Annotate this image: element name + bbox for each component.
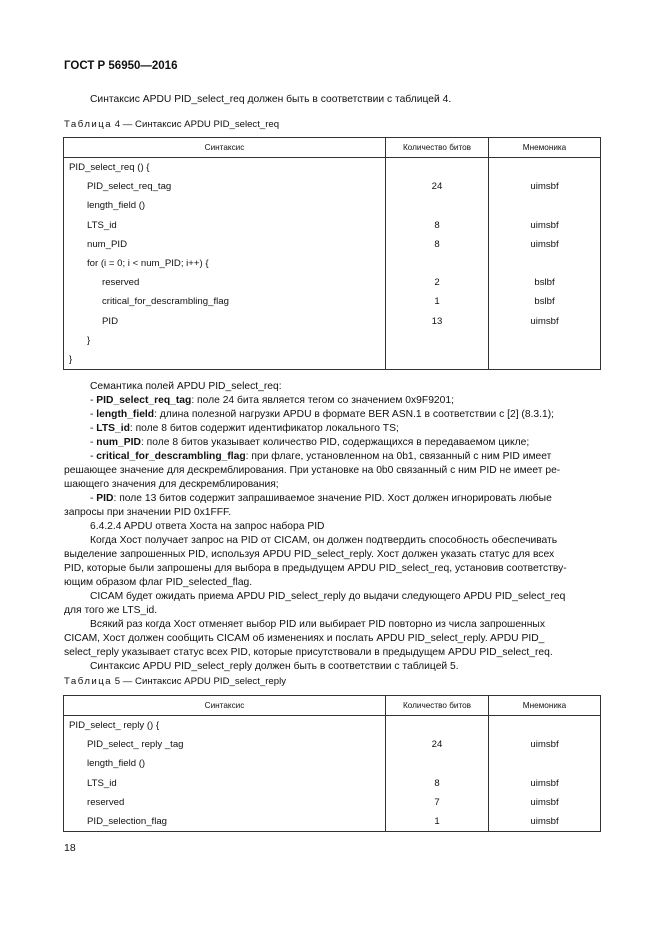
bits-cell: 8 xyxy=(386,235,489,254)
paragraph-line: выделение запрошенных PID, используя APDU PID_select_reply. Хост должен указать статус для всех xyxy=(64,549,555,560)
semantics-item: - LTS_id: поле 8 битов содержит идентификатор локального TS; xyxy=(90,423,399,434)
table-header-row xyxy=(64,138,601,158)
bits-cell: 2 xyxy=(386,273,489,292)
table-row xyxy=(64,331,601,350)
syntax-cell: for (i = 0; i < num_PID; i++) { xyxy=(64,254,386,273)
mnemonic-cell: uimsbf xyxy=(489,216,601,235)
bits-cell: 8 xyxy=(386,216,489,235)
table-row xyxy=(64,350,601,370)
mnemonic-cell xyxy=(489,196,601,215)
bits-cell: 7 xyxy=(386,793,489,812)
mnemonic-cell xyxy=(489,716,601,736)
table-row xyxy=(64,774,601,793)
mnemonic-cell xyxy=(489,331,601,350)
field-description: : поле 8 битов указывает количество PID, содержащихся в передаваемом цикле; xyxy=(140,437,530,448)
table-row xyxy=(64,793,601,812)
field-description: : длина полезной нагрузки APDU в формате BER ASN.1 в соответствии с [2] (8.3.1); xyxy=(154,409,555,420)
header-syntax: Синтаксис xyxy=(64,138,386,158)
paragraph-line: Всякий раз когда Хост отменяет выбор PID или выбирает PID повторно из числа запрошенных xyxy=(90,619,545,630)
table-row xyxy=(64,254,601,273)
table-row xyxy=(64,735,601,754)
table-row xyxy=(64,177,601,196)
semantics-continuation: шающего значения для дескремблирования; xyxy=(64,479,279,490)
table-4-caption xyxy=(64,119,279,130)
bits-cell: 13 xyxy=(386,312,489,331)
paragraph-line: select_reply указывает статус всех PID, которые присутствовали в предыдущем APDU PID_select_req. xyxy=(64,647,553,658)
caption-text: 4 — Синтаксис APDU PID_select_req xyxy=(112,119,280,130)
field-name: PID xyxy=(96,493,114,504)
table-row xyxy=(64,196,601,215)
bits-cell: 8 xyxy=(386,774,489,793)
header-syntax: Синтаксис xyxy=(64,696,386,716)
syntax-cell: reserved xyxy=(64,793,386,812)
field-name: length_field xyxy=(96,409,155,420)
bits-cell xyxy=(386,158,489,178)
mnemonic-cell: uimsbf xyxy=(489,774,601,793)
field-name: num_PID xyxy=(96,437,141,448)
syntax-cell: length_field () xyxy=(64,196,386,215)
bits-cell xyxy=(386,254,489,273)
document-header: ГОСТ Р 56950—2016 xyxy=(64,60,178,72)
semantics-block xyxy=(64,380,601,674)
bits-cell: 24 xyxy=(386,735,489,754)
semantics-item: - PID_select_req_tag: поле 24 бита является тегом со значением 0x9F9201; xyxy=(90,395,454,406)
page-number: 18 xyxy=(64,842,76,854)
header-bits: Количество битов xyxy=(386,696,489,716)
syntax-cell: PID_select_ reply _tag xyxy=(64,735,386,754)
caption-word: Таблица xyxy=(64,119,113,130)
bits-cell: 24 xyxy=(386,177,489,196)
table-row xyxy=(64,292,601,311)
paragraph-line: CICAM будет ожидать приема APDU PID_select_reply до выдачи следующего APDU PID_select_req xyxy=(90,591,566,602)
paragraph-line: CICAM, Хост должен сообщить CICAM об изменениях и послать APDU PID_select_reply. APDU PID_ xyxy=(64,633,545,644)
semantics-item: - critical_for_descrambling_flag: при флаге, установленном на 0b1, связанный с ним PID имеет xyxy=(90,451,552,462)
syntax-cell: PID_select_req () { xyxy=(64,158,386,178)
header-mnemonic: Мнемоника xyxy=(489,696,601,716)
field-description: : поле 24 бита является тегом со значением 0x9F9201; xyxy=(191,395,454,406)
table-5 xyxy=(63,695,601,832)
field-name: LTS_id xyxy=(96,423,130,434)
bits-cell xyxy=(386,754,489,773)
mnemonic-cell xyxy=(489,158,601,178)
mnemonic-cell xyxy=(489,350,601,370)
bits-cell xyxy=(386,331,489,350)
field-description: : при флаге, установленном на 0b1, связанный с ним PID имеет xyxy=(245,451,552,462)
table-header-row xyxy=(64,696,601,716)
paragraph-line: ющим образом флаг PID_selected_flag. xyxy=(64,577,253,588)
field-name: critical_for_descrambling_flag xyxy=(96,451,246,462)
table-row xyxy=(64,812,601,832)
syntax-cell: LTS_id xyxy=(64,216,386,235)
paragraph-line: Синтаксис APDU PID_select_reply должен быть в соответствии с таблицей 5. xyxy=(90,661,459,672)
mnemonic-cell xyxy=(489,754,601,773)
syntax-cell: } xyxy=(64,350,386,370)
paragraph-line: PID, которые были запрошены для выбора в предыдущем APDU PID_select_req, установив соответству- xyxy=(64,563,567,574)
field-description: : поле 8 битов содержит идентификатор локального TS; xyxy=(129,423,399,434)
table-row xyxy=(64,273,601,292)
table-row xyxy=(64,716,601,736)
semantics-continuation: решающее значение для дескремблирования. При установке на 0b0 связанный с ним PID не имеет ре- xyxy=(64,465,561,476)
mnemonic-cell: uimsbf xyxy=(489,235,601,254)
header-bits: Количество битов xyxy=(386,138,489,158)
bits-cell: 1 xyxy=(386,292,489,311)
syntax-cell: } xyxy=(64,331,386,350)
syntax-cell: PID xyxy=(64,312,386,331)
section-heading: 6.4.2.4 APDU ответа Хоста на запрос набора PID xyxy=(90,521,325,532)
mnemonic-cell: bslbf xyxy=(489,273,601,292)
caption-word: Таблица xyxy=(64,676,113,687)
table-row xyxy=(64,235,601,254)
semantics-continuation: запросы при значении PID 0x1FFF. xyxy=(64,507,232,518)
table-row xyxy=(64,312,601,331)
syntax-cell: PID_select_req_tag xyxy=(64,177,386,196)
header-mnemonic: Мнемоника xyxy=(489,138,601,158)
bits-cell xyxy=(386,196,489,215)
field-description: : поле 13 битов содержит запрашиваемое значение PID. Хост должен игнорировать любые xyxy=(113,493,552,504)
paragraph-line: для того же LTS_id. xyxy=(64,605,158,616)
bits-cell xyxy=(386,716,489,736)
syntax-cell: num_PID xyxy=(64,235,386,254)
bits-cell: 1 xyxy=(386,812,489,832)
semantics-item: - length_field: длина полезной нагрузки APDU в формате BER ASN.1 в соответствии с [2] (8.3.1); xyxy=(90,409,555,420)
table-row xyxy=(64,754,601,773)
syntax-cell: length_field () xyxy=(64,754,386,773)
syntax-cell: PID_select_ reply () { xyxy=(64,716,386,736)
syntax-cell: critical_for_descrambling_flag xyxy=(64,292,386,311)
table-5-caption xyxy=(64,676,286,687)
field-name: PID_select_req_tag xyxy=(96,395,192,406)
semantics-item: - num_PID: поле 8 битов указывает количество PID, содержащихся в передаваемом цикле; xyxy=(90,437,530,448)
caption-text: 5 — Синтаксис APDU PID_select_reply xyxy=(112,676,287,687)
table-row xyxy=(64,216,601,235)
semantics-title: Семантика полей APDU PID_select_req: xyxy=(90,381,282,392)
mnemonic-cell: bslbf xyxy=(489,292,601,311)
mnemonic-cell: uimsbf xyxy=(489,812,601,832)
mnemonic-cell xyxy=(489,254,601,273)
mnemonic-cell: uimsbf xyxy=(489,312,601,331)
semantics-item: - PID: поле 13 битов содержит запрашиваемое значение PID. Хост должен игнорировать любые xyxy=(90,493,552,504)
mnemonic-cell: uimsbf xyxy=(489,793,601,812)
table-row xyxy=(64,158,601,178)
syntax-cell: PID_selection_flag xyxy=(64,812,386,832)
bits-cell xyxy=(386,350,489,370)
table-4 xyxy=(63,137,601,370)
paragraph-line: Когда Хост получает запрос на PID от CICAM, он должен подтвердить способность обеспечивать xyxy=(90,535,558,546)
mnemonic-cell: uimsbf xyxy=(489,177,601,196)
intro-paragraph: Синтаксис APDU PID_select_req должен быть в соответствии с таблицей 4. xyxy=(90,94,452,105)
syntax-cell: LTS_id xyxy=(64,774,386,793)
mnemonic-cell: uimsbf xyxy=(489,735,601,754)
syntax-cell: reserved xyxy=(64,273,386,292)
